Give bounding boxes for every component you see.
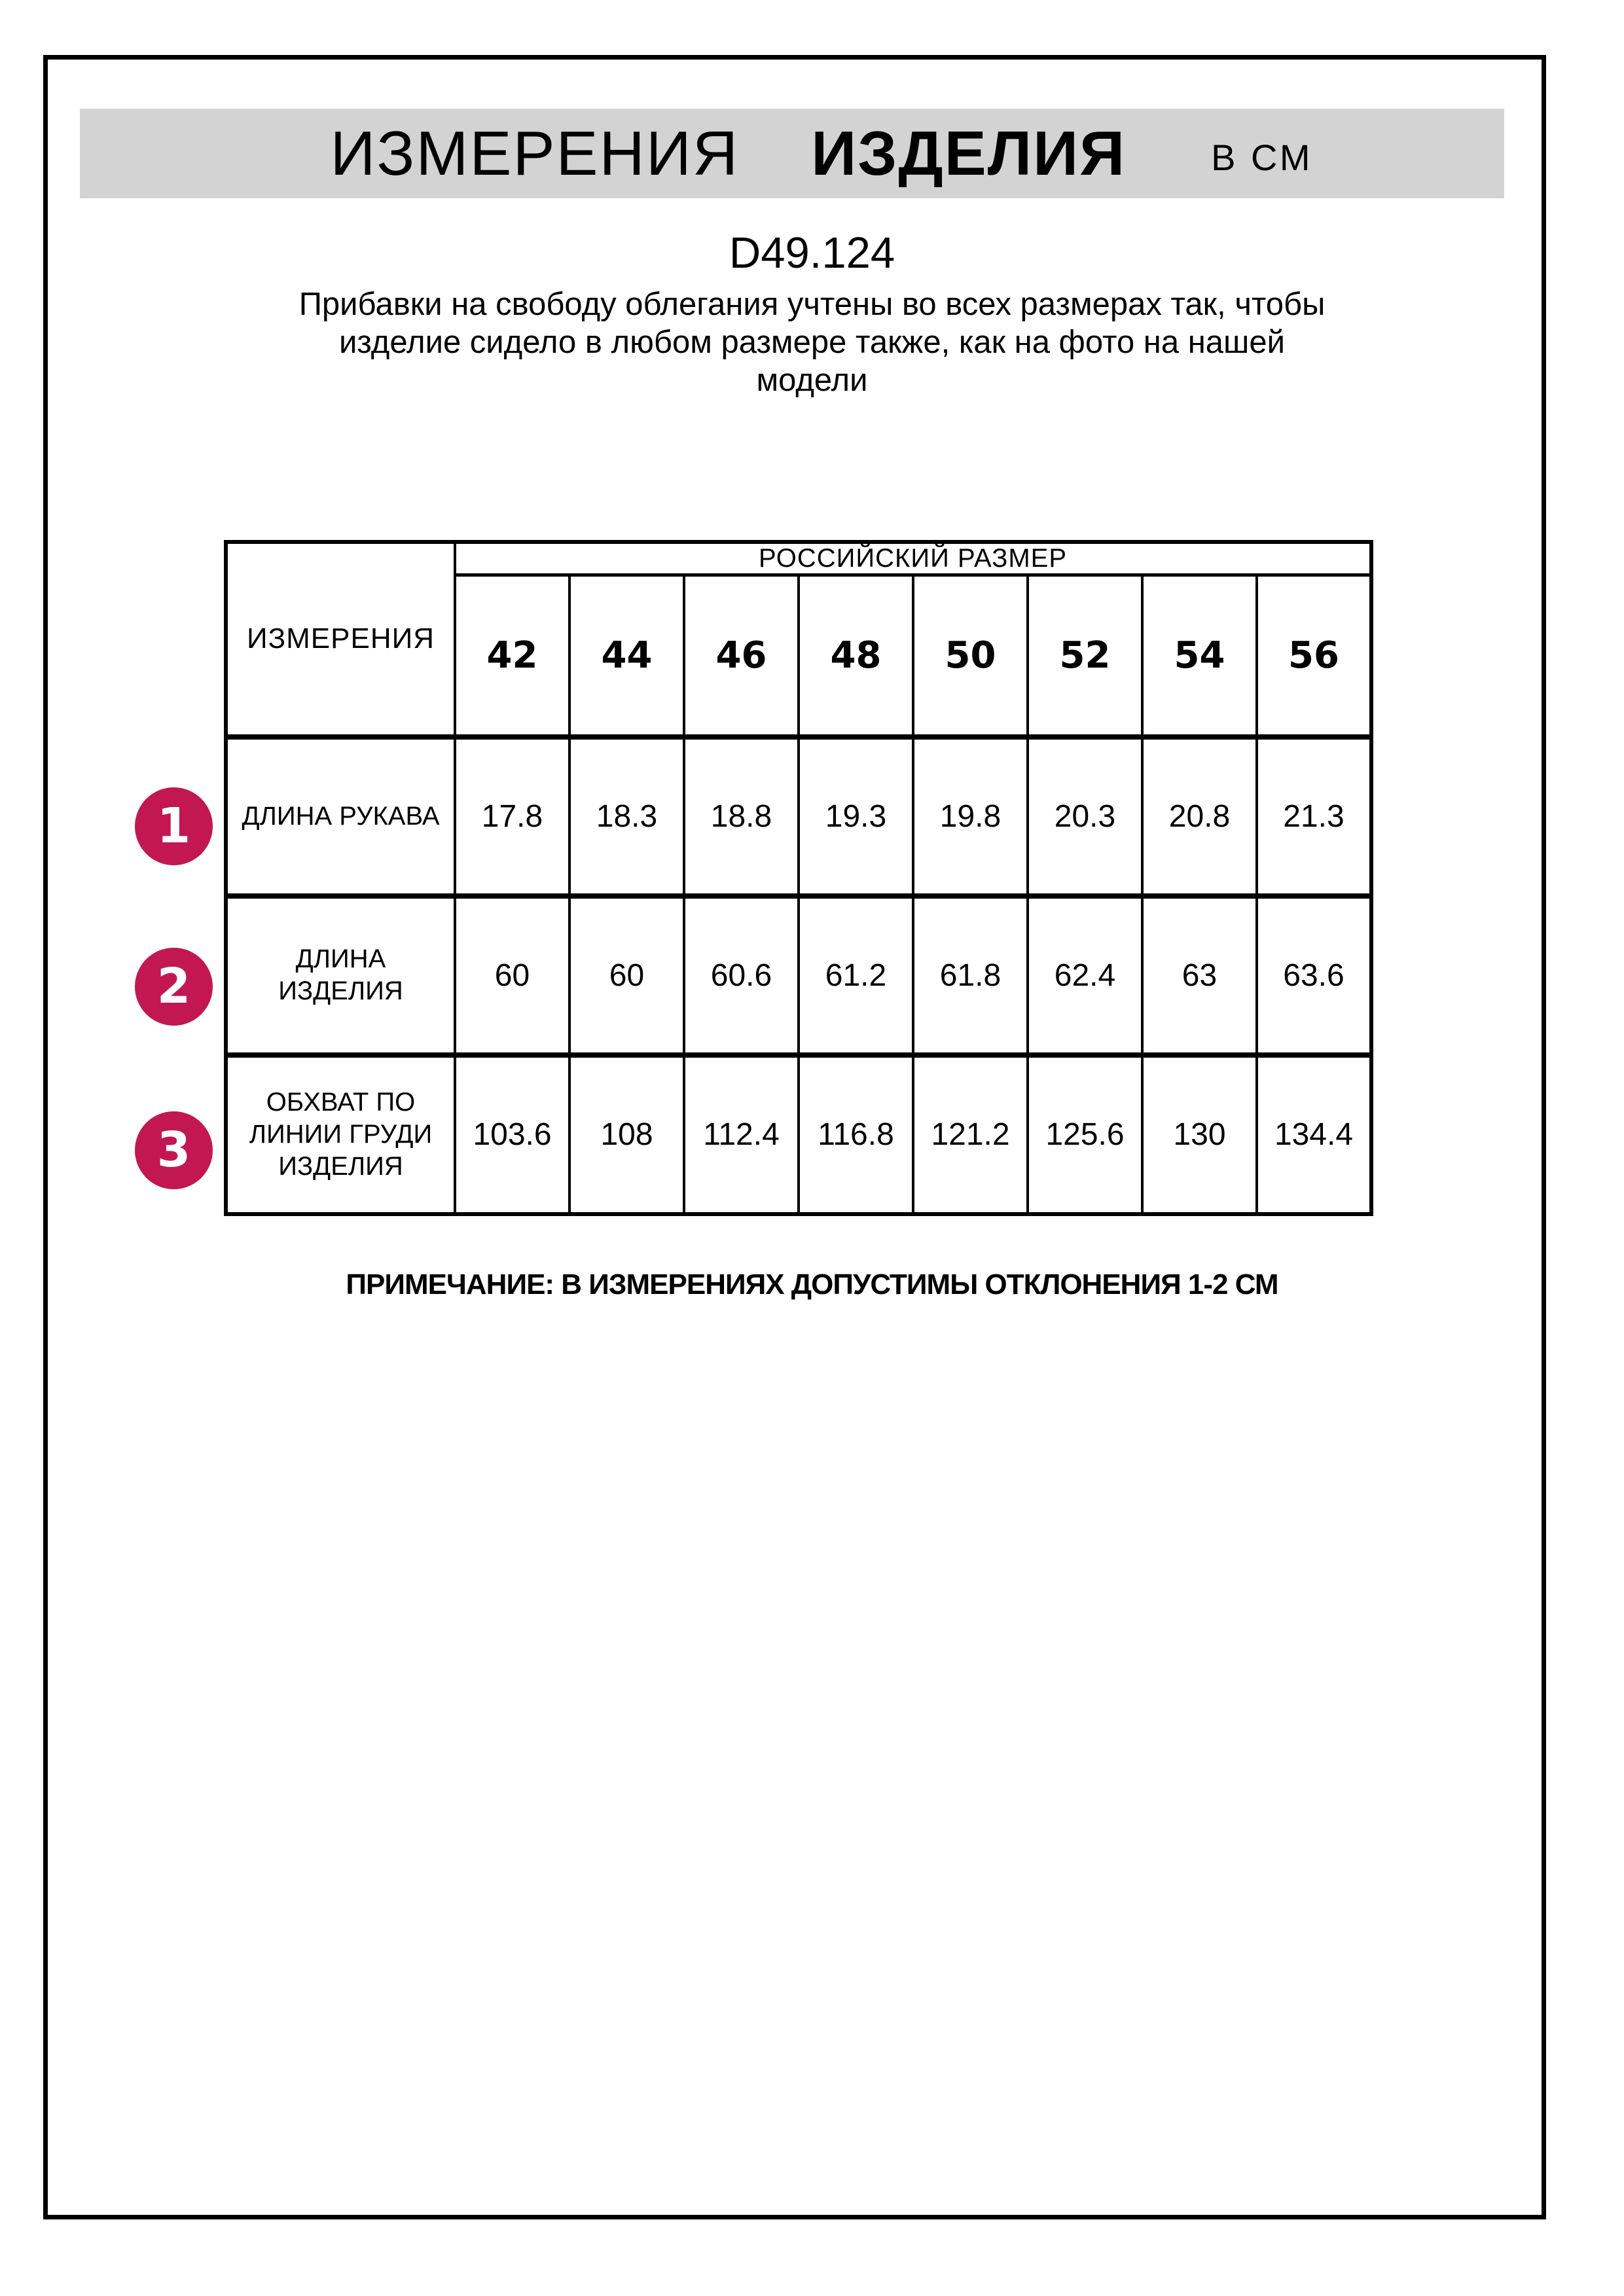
corner-header: ИЗМЕРЕНИЯ bbox=[226, 542, 455, 737]
cell-value: 112.4 bbox=[684, 1055, 799, 1214]
cell-value: 17.8 bbox=[455, 737, 569, 896]
intro-line-1: Прибавки на свободу облегания учтены во всех размерах так, чтобы bbox=[298, 287, 1326, 322]
size-col-header: 56 bbox=[1257, 575, 1371, 737]
size-col-header: 42 bbox=[455, 575, 569, 737]
cell-value: 20.3 bbox=[1028, 737, 1142, 896]
cell-value: 61.8 bbox=[913, 896, 1028, 1055]
cell-value: 60 bbox=[569, 896, 684, 1055]
cell-value: 21.3 bbox=[1257, 737, 1371, 896]
tolerance-note: ПРИМЕЧАНИЕ: В ИЗМЕРЕНИЯХ ДОПУСТИМЫ ОТКЛОНЕНИЯ 1-2 СМ bbox=[346, 1268, 1278, 1300]
cell-value: 60.6 bbox=[684, 896, 799, 1055]
cell-value: 19.8 bbox=[913, 737, 1028, 896]
title-measurements: ИЗМЕРЕНИЯ bbox=[330, 118, 740, 188]
size-col-header: 48 bbox=[799, 575, 913, 737]
measure-badge-3: 3 bbox=[135, 1111, 213, 1189]
cell-value: 130 bbox=[1142, 1055, 1257, 1214]
cell-value: 63.6 bbox=[1257, 896, 1371, 1055]
table-row-sleeve-length bbox=[226, 737, 1371, 896]
row-label: ОБХВАТ ПО ЛИНИИ ГРУДИ ИЗДЕЛИЯ bbox=[226, 1055, 455, 1214]
cell-value: 116.8 bbox=[799, 1055, 913, 1214]
title-units: В СМ bbox=[1211, 137, 1313, 178]
cell-value: 18.3 bbox=[569, 737, 684, 896]
title-bar bbox=[80, 109, 1504, 198]
article-code: D49.124 bbox=[729, 228, 895, 278]
group-header: РОССИЙСКИЙ РАЗМЕР bbox=[455, 542, 1371, 575]
table-row-item-length bbox=[226, 896, 1371, 1055]
cell-value: 18.8 bbox=[684, 737, 799, 896]
measure-badge-1: 1 bbox=[135, 787, 213, 865]
size-table bbox=[224, 540, 1373, 1216]
size-col-header: 46 bbox=[684, 575, 799, 737]
size-col-header: 54 bbox=[1142, 575, 1257, 737]
row-label: ДЛИНА ИЗДЕЛИЯ bbox=[226, 896, 455, 1055]
intro-line-3: модели bbox=[756, 363, 868, 398]
cell-value: 103.6 bbox=[455, 1055, 569, 1214]
measure-badge-2: 2 bbox=[135, 948, 213, 1026]
size-col-header: 52 bbox=[1028, 575, 1142, 737]
cell-value: 61.2 bbox=[799, 896, 913, 1055]
cell-value: 62.4 bbox=[1028, 896, 1142, 1055]
cell-value: 60 bbox=[455, 896, 569, 1055]
cell-value: 19.3 bbox=[799, 737, 913, 896]
size-col-header: 44 bbox=[569, 575, 684, 737]
cell-value: 108 bbox=[569, 1055, 684, 1214]
intro-paragraph bbox=[0, 285, 1624, 399]
intro-line-2: изделие сидело в любом размере также, как на фото на нашей bbox=[339, 325, 1285, 360]
cell-value: 125.6 bbox=[1028, 1055, 1142, 1214]
row-label: ДЛИНА РУКАВА bbox=[226, 737, 455, 896]
size-col-header: 50 bbox=[913, 575, 1028, 737]
cell-value: 134.4 bbox=[1257, 1055, 1371, 1214]
table-row-chest-girth bbox=[226, 1055, 1371, 1214]
title-product: ИЗДЕЛИЯ bbox=[811, 118, 1127, 188]
cell-value: 20.8 bbox=[1142, 737, 1257, 896]
cell-value: 63 bbox=[1142, 896, 1257, 1055]
cell-value: 121.2 bbox=[913, 1055, 1028, 1214]
